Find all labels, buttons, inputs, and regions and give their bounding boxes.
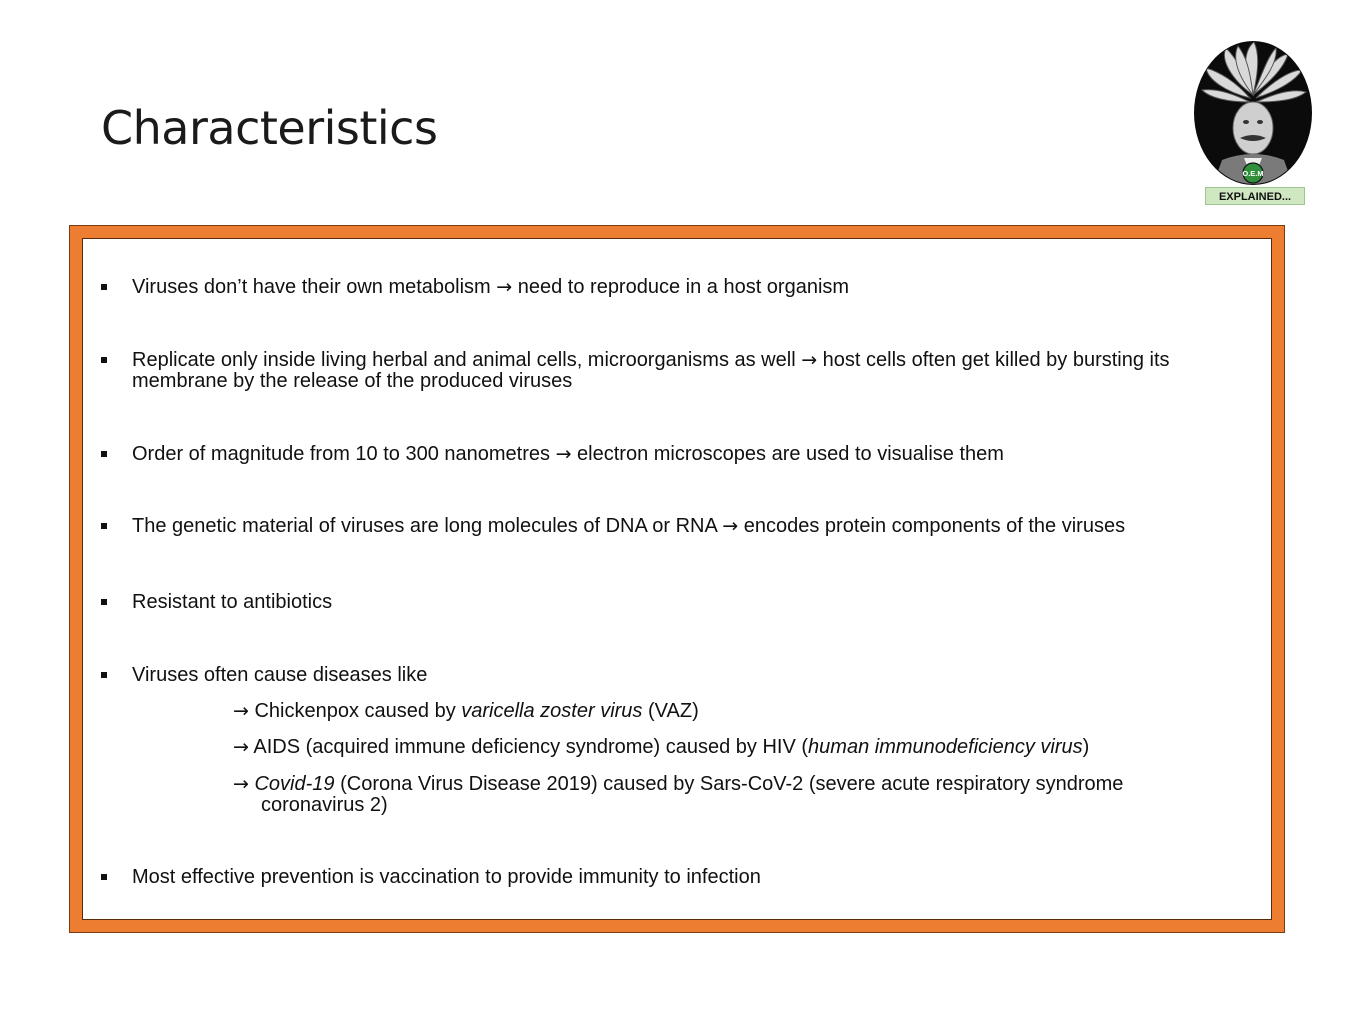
einstein-portrait-icon [1192,40,1314,188]
bullet-list [82,238,1272,920]
arrow-icon: → [555,443,572,465]
arrow-icon: → [233,736,249,758]
bullet-text: Resistant to antibiotics [132,591,333,613]
disease-text: AIDS (acquired immune deficiency syndrome) caused by HIV ( [248,736,809,758]
slide-title: Characteristics [101,101,438,155]
disease-item [233,701,1211,722]
disease-text: (Corona Virus Disease 2019) caused by Sars-CoV-2 (severe acute respiratory syndrome [334,773,1124,795]
disease-text-continued: coronavirus 2) [261,794,388,816]
arrow-icon: → [722,515,739,537]
bullet-text: Most effective prevention is vaccination to provide immunity to infection [132,866,761,888]
logo [1192,40,1314,208]
disease-pathogen: human immunodeficiency virus [808,736,1083,758]
bullet-text-pre: Viruses don’t have their own metabolism [132,276,497,298]
bullet-text [132,277,1257,298]
bullet-text [132,516,1257,537]
bullet-text-post: electron microscopes are used to visualise them [571,443,1004,465]
disease-text: (VAZ) [642,700,699,722]
bullet-text-pre: Replicate only inside living herbal and animal cells, microorganisms as well [132,349,802,371]
disease-text: Chickenpox caused by [248,700,462,722]
bullet-text [132,350,1257,392]
bullet-text: Viruses often cause diseases like [132,664,428,686]
bullet-marker [101,874,107,880]
content-frame [69,225,1285,933]
bullet-text-pre: Order of magnitude from 10 to 300 nanometres [132,443,556,465]
disease-name: Covid-19 [254,773,335,795]
logo-caption: EXPLAINED... [1205,187,1305,205]
disease-pathogen: varicella zoster virus [461,700,643,722]
bullet-text-post: need to reproduce in a host organism [512,276,850,298]
bullet-marker [101,599,107,605]
disease-item [233,774,1211,816]
arrow-icon: → [801,349,818,371]
bullet-text-post: host cells often get killed by bursting its membrane by the release of the produced viruses [132,349,1170,392]
disease-text: ) [1082,736,1090,758]
arrow-icon: → [496,276,513,298]
bullet-marker [101,284,107,290]
logo-badge-text: O.E.M [1242,169,1264,178]
bullet-text-post: encodes protein components of the viruses [738,515,1126,537]
bullet-marker [101,523,107,529]
bullet-marker [101,357,107,363]
arrow-icon: → [233,773,249,795]
bullet-text [132,444,1257,465]
disease-item [233,737,1211,758]
bullet-marker [101,672,107,678]
arrow-icon: → [233,700,249,722]
bullet-marker [101,451,107,457]
bullet-text-pre: The genetic material of viruses are long molecules of DNA or RNA [132,515,723,537]
